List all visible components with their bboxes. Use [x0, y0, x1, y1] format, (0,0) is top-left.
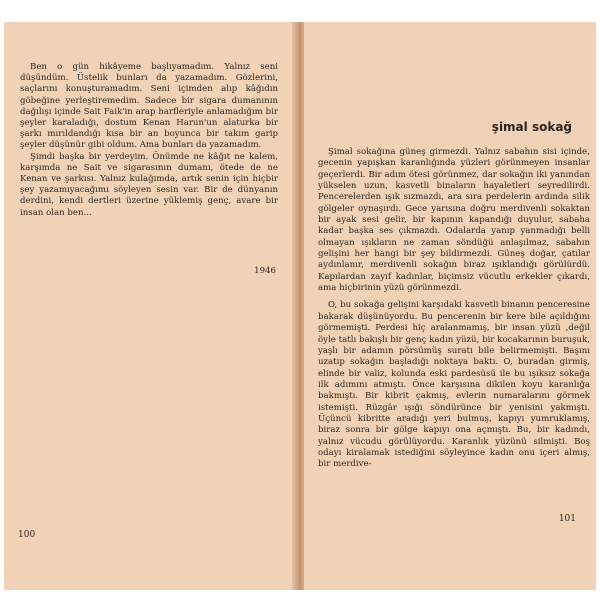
left-page-text	[20, 62, 278, 219]
year-note: 1946	[254, 266, 276, 276]
chapter-title: şimal sokağ	[491, 120, 572, 134]
page-number-right: 101	[558, 514, 576, 524]
page-number-left: 100	[18, 530, 36, 540]
left-page	[4, 22, 296, 590]
right-paragraph: O, bu sokağa gelişini karşıdaki kasvetli binanın penceresine bakarak düşünüyordu. Bu pencerenin bir kere bile açıldığını görmemişti. Perdesi hiç aralanmamış, bir insan yüzü ,değil öyle tatlı bakışlı bir genç kadın yüzü, bir kocakarının buruşuk, yaşlı bir adamın pörsümüş suratı bile belirmemişti. Başını uzatıp sokağın başladığı noktaya baktı. O, buradan girmiş, elinde bir valiz, kolunda eski pardesüsü ile bu ışıksız sokağa ilk adımını atmıştı. Önce karşısına dikilen koyu karanlığa bakmıştı. Bir kibrit çakmış, evlerin numaralarını görmek istemişti. Rüzgâr ışığı söndürünce bir yenisini yakmıştı. Üçüncü kibritte aradığı yeri bulmuş, kapıyı yumruklamış, biraz sonra bir gölge kapıyı ona açmıştı. Bu, bir kadındı, yalnız vücudu görülüyordu. Karanlık yüzünü silmişti. Boş odayı kiralamak istediğini söyleyince kadın onu içeri almış, bir merdive-	[318, 300, 590, 470]
left-paragraph: Şimdi başka bir yerdeyim. Önümde ne kâğıt ne kalem, karşımda ne Sait ve sigarasının dumanı, ötede de ne Kenan ve şarkısı. Yalnız kulağımda, artık senin için hiçbir şey yazamıyacağımı söyleyen sesin var. Bir de dünyanın derdini, kendi dertleri üzerine yüklemiş genç, avare bir insan olan ben...	[20, 151, 278, 218]
right-paragraph: Şimal sokağına güneş girmezdi. Yalnız sabahın sisi içinde, gecenin yapışkan karanlığında yüzleri görünmeyen insanlar geçerlerdi. Bir adım ötesi görünmez, dar sokağın iki yanından yükselen uzun, kasvetli binaların hayaletleri seyredilirdi. Pencerelerden ışık sızmazdı, ara sıra perdelerin ardında silik gölgeler oynaşırdı. Gece yarısına doğru merdivenli sokaktan bir ayak sesi gelir, bir kapının kapandığı duyulur, sabaha kadar başka ses çıkmazdı. Odalarda yanıp yanmadığı belli olmayan ışıkların ne zaman söndüğü anlaşılmaz, sabahın gelişini her hangi bir şey bildirmezdi. Güneş doğar, çatılar aydınlanır, merdivenli sokağın biraz ışıklandığı görülürdü. Kapılardan zayıf kadınlar, biçimsiz vücutlu erkekler çıkardı, ama hiçbirinin yüzü görünmezdi.	[318, 147, 590, 294]
right-page-text	[318, 147, 590, 471]
right-page	[304, 22, 596, 590]
open-book	[4, 22, 596, 590]
left-paragraph: Ben o gün hikâyeme başlıyamadım. Yalnız seni düşündüm. Üstelik bunları da yazamadım. Gözlerini, saçlarını konuşturamadım. Seni içimden alıp kâğıdın göbeğine yerleştiremedim. Sadece bir sigara dumanının dağılışı içinde Sait Faik'in arap harfleriyle anlamadığım bir şeyler karaladığı, dostum Kenan Harun'un alaturka bir şarkı mırıldandığı kısa bir an boyunca bir takım garip şeyler düşünür gibi oldum. Ama bunları da yazamadım.	[20, 62, 278, 151]
